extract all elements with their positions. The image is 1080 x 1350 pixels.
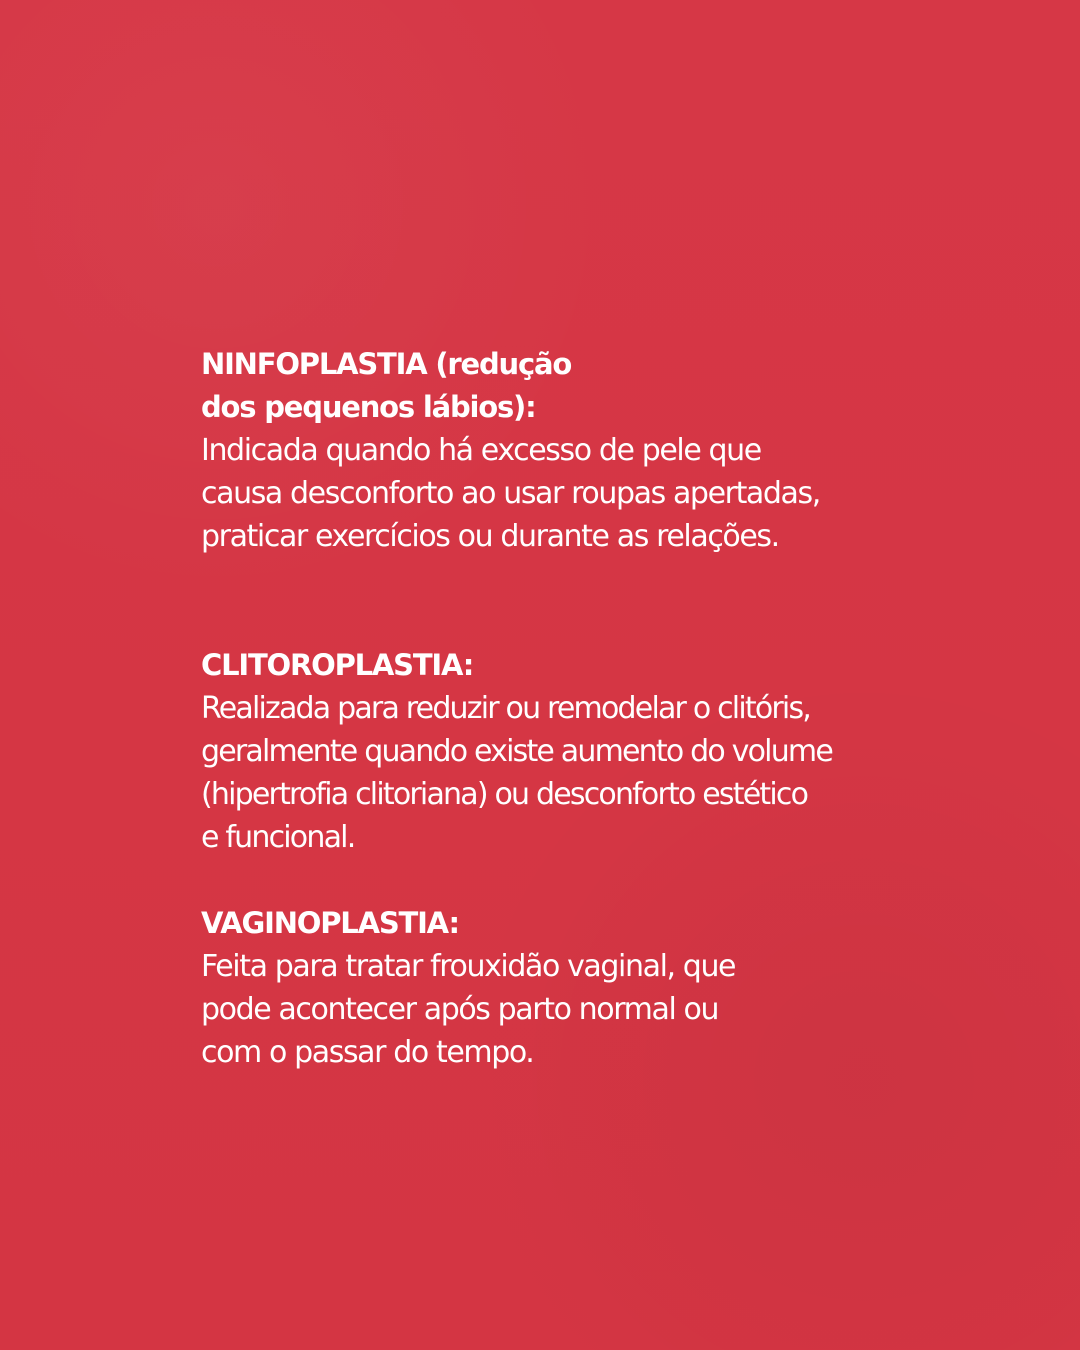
clitoroplastia-body-line-3: (hipertrofia clitoriana) ou desconforto estético xyxy=(201,777,808,812)
ninfoplastia-heading-line-2: dos pequenos lábios): xyxy=(201,390,536,424)
vaginoplastia-body-line-1: Feita para tratar frouxidão vaginal, que xyxy=(201,949,736,984)
ninfoplastia-body-line-2: causa desconforto ao usar roupas apertadas, xyxy=(201,476,820,511)
clitoroplastia-body-line-4: e funcional. xyxy=(201,820,355,855)
section-clitoroplastia xyxy=(201,644,832,859)
clitoroplastia-heading: CLITOROPLASTIA: xyxy=(201,648,474,682)
ninfoplastia-body-line-3: praticar exercícios ou durante as relações. xyxy=(201,519,779,554)
section-ninfoplastia xyxy=(201,343,820,558)
vaginoplastia-body-line-3: com o passar do tempo. xyxy=(201,1035,534,1070)
ninfoplastia-body-line-1: Indicada quando há excesso de pele que xyxy=(201,433,761,468)
clitoroplastia-body-line-1: Realizada para reduzir ou remodelar o clitóris, xyxy=(201,691,811,726)
ninfoplastia-heading-line-1: NINFOPLASTIA (redução xyxy=(201,347,572,381)
vaginoplastia-heading: VAGINOPLASTIA: xyxy=(201,906,459,940)
vaginoplastia-body-line-2: pode acontecer após parto normal ou xyxy=(201,992,719,1027)
clitoroplastia-body-line-2: geralmente quando existe aumento do volume xyxy=(201,734,833,769)
section-vaginoplastia xyxy=(201,902,735,1074)
